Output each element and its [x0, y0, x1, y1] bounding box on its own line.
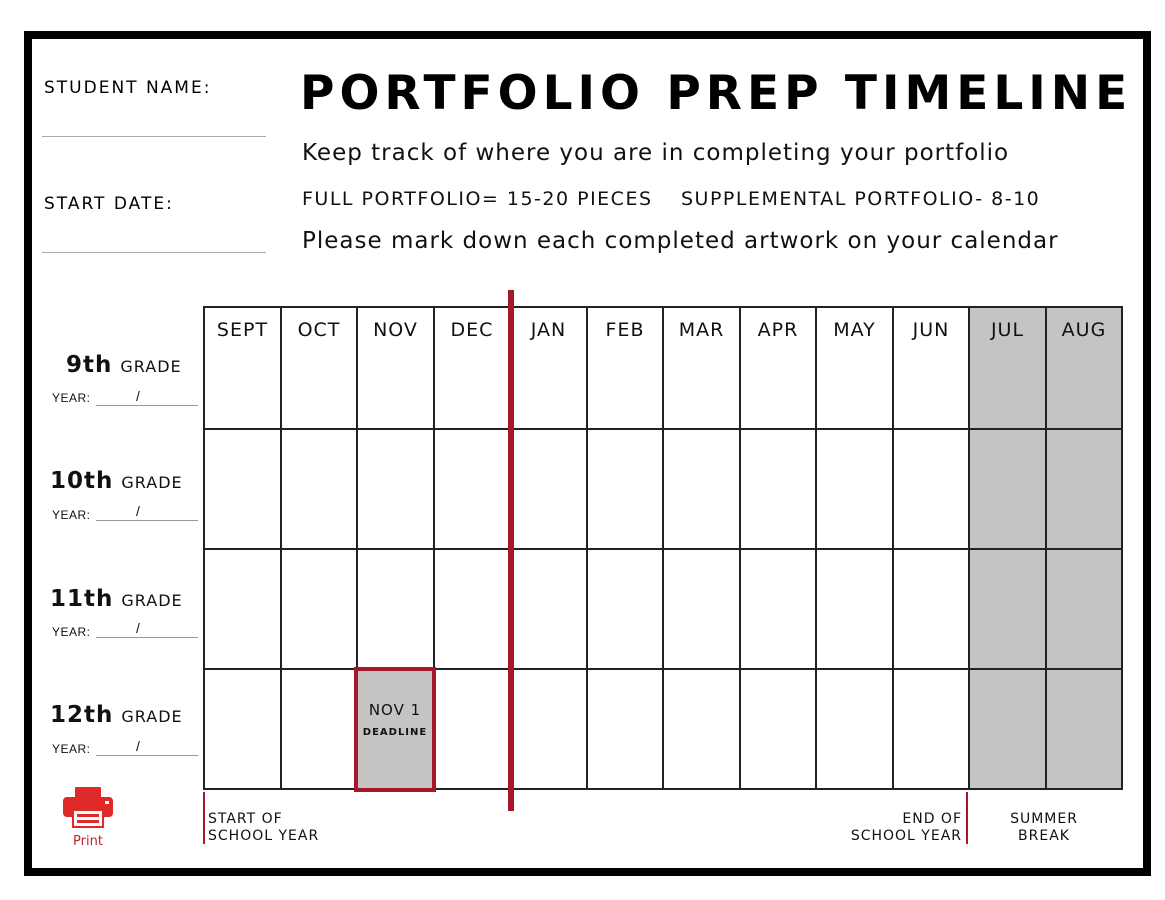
month-cell[interactable] — [663, 549, 740, 669]
timeline-grid — [203, 306, 1123, 790]
page-title: PORTFOLIO PREP TIMELINE — [300, 66, 1133, 121]
student-name-field[interactable] — [42, 108, 266, 137]
month-label: JUL — [990, 319, 1025, 341]
grade-9-label — [66, 352, 182, 378]
deadline-label: DEADLINE — [362, 727, 428, 738]
month-cell[interactable] — [893, 307, 969, 429]
grid-row-11th — [204, 549, 1122, 669]
year-field[interactable] — [96, 738, 198, 756]
footer-line: SCHOOL YEAR — [850, 828, 962, 844]
month-cell-summer[interactable] — [969, 429, 1046, 549]
year-separator: / — [136, 388, 140, 404]
month-cell[interactable] — [740, 549, 816, 669]
month-cell[interactable] — [663, 669, 740, 789]
grade-word: GRADE — [120, 357, 182, 376]
year-label: YEAR: — [52, 391, 91, 405]
start-date-label: START DATE: — [44, 194, 174, 214]
month-cell[interactable] — [740, 429, 816, 549]
month-cell-summer[interactable] — [969, 549, 1046, 669]
month-cell[interactable] — [587, 669, 663, 789]
year-separator: / — [136, 503, 140, 519]
footer-line: BREAK — [1018, 828, 1070, 844]
footer-line: SUMMER — [1010, 811, 1078, 827]
month-cell[interactable] — [357, 307, 434, 429]
month-cell[interactable] — [816, 549, 893, 669]
year-field[interactable] — [96, 388, 198, 406]
month-cell[interactable] — [281, 429, 357, 549]
month-cell[interactable] — [587, 307, 663, 429]
month-label: DEC — [450, 319, 494, 341]
month-label: FEB — [605, 319, 645, 341]
grade-word: GRADE — [121, 707, 183, 726]
print-button[interactable] — [58, 786, 118, 848]
month-cell[interactable] — [434, 307, 510, 429]
month-cell[interactable] — [816, 307, 893, 429]
month-label: SEPT — [216, 319, 269, 341]
month-cell[interactable] — [816, 669, 893, 789]
month-cell[interactable] — [281, 549, 357, 669]
month-label: JUN — [912, 319, 950, 341]
month-label: MAR — [678, 319, 725, 341]
print-label: Print — [73, 834, 103, 849]
month-cell[interactable] — [357, 549, 434, 669]
month-cell[interactable] — [510, 429, 587, 549]
year-field[interactable] — [96, 503, 198, 521]
new-year-divider — [508, 290, 514, 811]
month-cell[interactable] — [740, 669, 816, 789]
year-separator: / — [136, 738, 140, 754]
month-cell[interactable] — [434, 429, 510, 549]
month-label: OCT — [297, 319, 341, 341]
grade-word: GRADE — [121, 473, 183, 492]
month-cell[interactable] — [510, 669, 587, 789]
start-of-school-year-marker — [203, 792, 205, 844]
month-cell[interactable] — [663, 429, 740, 549]
month-cell-summer[interactable] — [1046, 549, 1122, 669]
grade-11-label — [50, 586, 183, 612]
month-label: NOV — [373, 319, 418, 341]
month-cell[interactable] — [510, 549, 587, 669]
month-cell-summer[interactable] — [969, 669, 1046, 789]
month-cell[interactable] — [893, 549, 969, 669]
month-cell-summer[interactable] — [1046, 669, 1122, 789]
footer-line: SCHOOL YEAR — [208, 828, 320, 844]
subtitle: Keep track of where you are in completing your portfolio — [302, 140, 1010, 166]
end-of-school-year-label — [812, 811, 962, 845]
grid-row-12th — [204, 669, 1122, 789]
month-cell[interactable] — [434, 549, 510, 669]
summer-break-label — [984, 811, 1104, 845]
month-cell[interactable] — [357, 429, 434, 549]
month-cell-summer[interactable] — [1046, 307, 1122, 429]
footer-line: END OF — [902, 811, 962, 827]
grade-number: 12th — [50, 702, 114, 728]
month-cell[interactable] — [204, 307, 281, 429]
year-field[interactable] — [96, 620, 198, 638]
month-label: AUG — [1061, 319, 1107, 341]
year-label: YEAR: — [52, 625, 91, 639]
month-label: MAY — [833, 319, 876, 341]
instruction-text: Please mark down each completed artwork on your calendar — [302, 228, 1059, 254]
grade-word: GRADE — [121, 591, 183, 610]
start-of-school-year-label — [208, 811, 319, 845]
deadline-date: NOV 1 — [368, 701, 422, 719]
start-date-field[interactable] — [42, 224, 266, 253]
month-cell[interactable] — [204, 669, 281, 789]
month-cell[interactable] — [204, 549, 281, 669]
month-cell[interactable] — [281, 669, 357, 789]
student-name-label: STUDENT NAME: — [44, 78, 212, 98]
grade-number: 10th — [50, 468, 114, 494]
grade-number: 11th — [50, 586, 114, 612]
month-cell[interactable] — [281, 307, 357, 429]
month-cell-summer[interactable] — [1046, 429, 1122, 549]
month-cell[interactable] — [816, 429, 893, 549]
month-cell-summer[interactable] — [969, 307, 1046, 429]
printer-icon — [61, 786, 115, 828]
grade-number: 9th — [66, 352, 113, 378]
month-cell[interactable] — [893, 429, 969, 549]
year-label: YEAR: — [52, 508, 91, 522]
grid-row-9th — [204, 307, 1122, 429]
grid-row-10th — [204, 429, 1122, 549]
year-separator: / — [136, 620, 140, 636]
month-cell[interactable] — [587, 429, 663, 549]
month-cell[interactable] — [740, 307, 816, 429]
footer-line: START OF — [208, 811, 283, 827]
month-cell[interactable] — [893, 669, 969, 789]
month-label: APR — [757, 319, 799, 341]
month-cell[interactable] — [663, 307, 740, 429]
end-of-school-year-marker — [966, 792, 968, 844]
supplemental-portfolio-note: SUPPLEMENTAL PORTFOLIO- 8-10 — [681, 188, 1041, 210]
month-label: JAN — [530, 319, 567, 341]
month-cell[interactable] — [587, 549, 663, 669]
nov-1-deadline-cell — [354, 667, 436, 792]
month-cell[interactable] — [204, 429, 281, 549]
grade-12-label — [50, 702, 183, 728]
year-label: YEAR: — [52, 742, 91, 756]
full-portfolio-note: FULL PORTFOLIO= 15-20 PIECES — [302, 188, 653, 210]
month-cell[interactable] — [434, 669, 510, 789]
grade-10-label — [50, 468, 183, 494]
month-cell[interactable] — [510, 307, 587, 429]
